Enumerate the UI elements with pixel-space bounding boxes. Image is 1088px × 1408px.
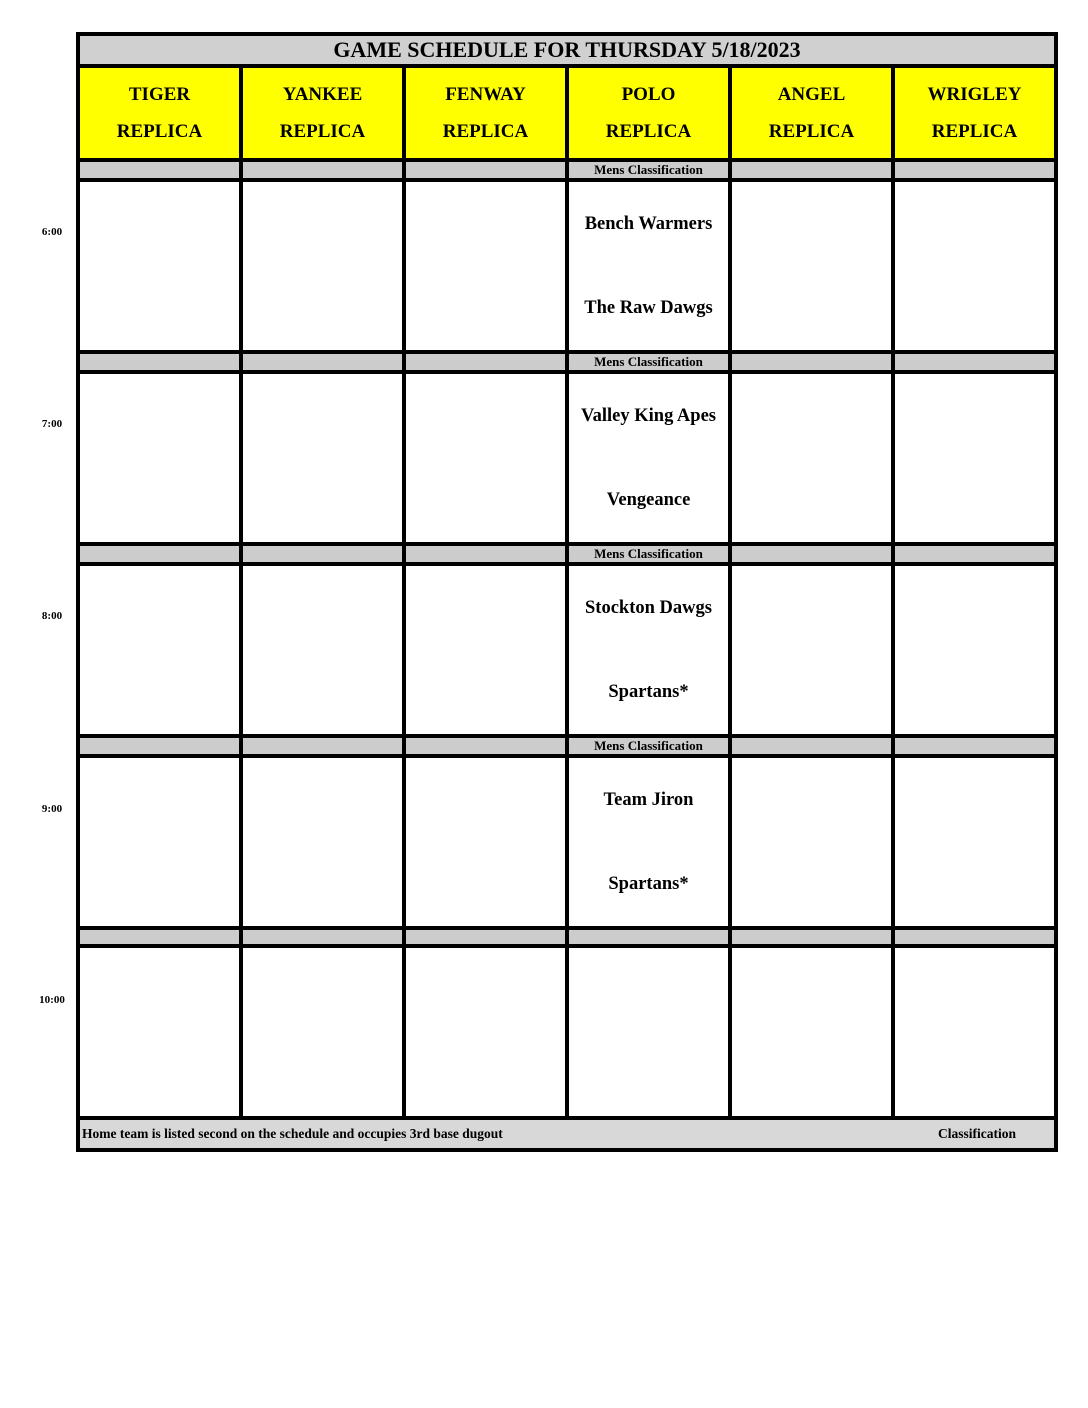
field-subtitle: REPLICA [605,121,692,142]
schedule-table [76,32,1058,1152]
classification-bar [404,160,567,180]
classification-bar [730,736,893,756]
time-label: 7:00 [41,418,63,430]
away-team: Stockton Dawgs [585,598,712,618]
field-header-1 [241,66,404,160]
classification-bar [78,928,241,946]
home-team: Spartans* [608,874,689,894]
game-cell [730,180,893,352]
home-team: Spartans* [608,682,689,702]
classification-bar [78,736,241,756]
classification-bar [893,736,1056,756]
field-name: YANKEE [282,84,363,105]
field-subtitle: REPLICA [768,121,855,142]
classification-bar [78,160,241,180]
game-cell [567,946,730,1118]
field-name: WRIGLEY [927,84,1022,105]
classification-legend: Classification [937,1126,1016,1141]
field-name: FENWAY [445,84,526,105]
classification-bar [404,352,567,372]
classification-bar [241,928,404,946]
game-cell [241,946,404,1118]
classification-label: Mens Classification [567,736,730,756]
game-cell [241,756,404,928]
classification-bar [893,352,1056,372]
classification-label: Mens Classification [567,544,730,564]
field-subtitle: REPLICA [931,121,1018,142]
game-cell [730,564,893,736]
time-label: 10:00 [39,994,65,1006]
field-subtitle: REPLICA [279,121,366,142]
home-team [569,1032,728,1116]
game-cell [893,946,1056,1118]
home-team: Vengeance [606,490,691,510]
home-team: The Raw Dawgs [584,298,713,318]
game-cell [730,756,893,928]
classification-bar [404,544,567,564]
game-cell [567,180,730,352]
game-cell [893,756,1056,928]
away-team: Team Jiron [603,790,694,810]
game-cell [567,372,730,544]
field-name: ANGEL [777,84,846,105]
game-cell [78,564,241,736]
classification-bar [241,736,404,756]
game-cell [893,372,1056,544]
classification-bar [404,736,567,756]
classification-bar [893,544,1056,564]
classification-bar [730,544,893,564]
classification-label [567,928,730,946]
time-label: 6:00 [41,226,63,238]
home-team-note: Home team is listed second on the schedule and occupies 3rd base dugout [82,1126,503,1141]
classification-bar [241,352,404,372]
time-label: 9:00 [41,803,63,815]
field-subtitle: REPLICA [116,121,203,142]
game-cell [730,372,893,544]
field-header-3 [567,66,730,160]
classification-bar [78,544,241,564]
classification-bar [730,352,893,372]
time-label: 8:00 [41,610,63,622]
schedule-title: GAME SCHEDULE FOR THURSDAY 5/18/2023 [78,34,1056,66]
classification-bar [241,160,404,180]
classification-bar [730,160,893,180]
classification-bar [893,928,1056,946]
classification-bar [241,544,404,564]
game-cell [730,946,893,1118]
game-cell [78,180,241,352]
game-cell [893,564,1056,736]
game-cell [241,180,404,352]
game-cell [78,372,241,544]
footer-row [78,1118,1056,1150]
classification-bar [78,352,241,372]
game-cell [404,946,567,1118]
classification-label: Mens Classification [567,160,730,180]
game-cell [567,756,730,928]
away-team [569,948,728,1032]
away-team: Valley King Apes [580,406,716,426]
game-cell [567,564,730,736]
field-name: TIGER [128,84,191,105]
field-header-5 [893,66,1056,160]
classification-label: Mens Classification [567,352,730,372]
game-cell [404,564,567,736]
field-subtitle: REPLICA [442,121,529,142]
game-cell [404,180,567,352]
away-team: Bench Warmers [584,214,713,234]
classification-bar [893,160,1056,180]
game-cell [404,756,567,928]
field-header-4 [730,66,893,160]
field-header-0 [78,66,241,160]
classification-bar [404,928,567,946]
game-cell [241,372,404,544]
field-name: POLO [621,84,676,105]
game-cell [78,946,241,1118]
game-cell [893,180,1056,352]
classification-bar [730,928,893,946]
game-cell [404,372,567,544]
game-cell [241,564,404,736]
game-cell [78,756,241,928]
field-header-2 [404,66,567,160]
